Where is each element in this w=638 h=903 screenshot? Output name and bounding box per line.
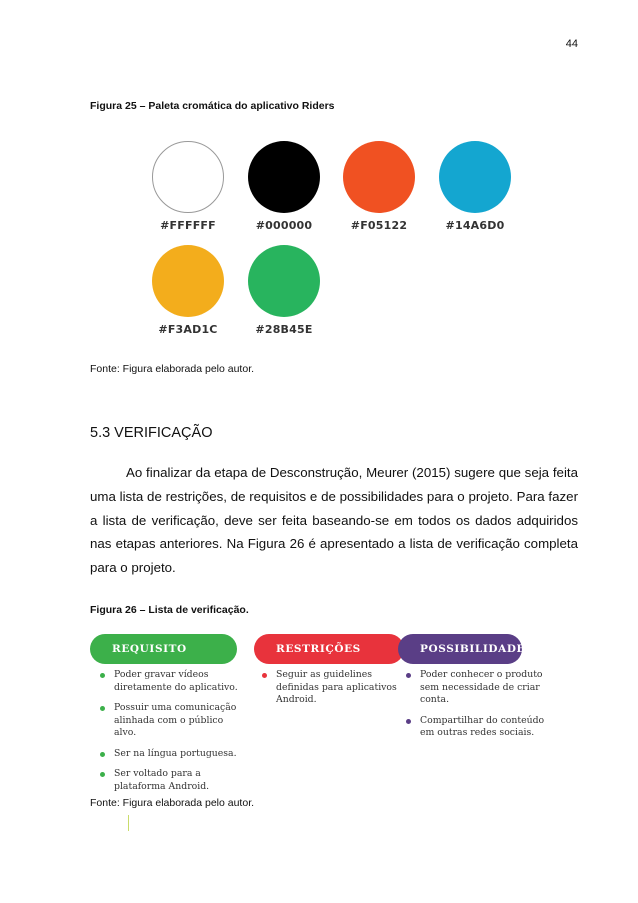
swatch-hex-label: #14A6D0 <box>445 219 505 232</box>
section-title: 5.3 VERIFICAÇÃO <box>90 425 213 441</box>
color-swatch <box>439 141 511 213</box>
checklist-header: REQUISITO <box>90 634 237 664</box>
checklist-items <box>262 669 402 715</box>
checklist-item <box>100 748 240 761</box>
checklist-item-text: Ser voltado para a plataforma Android. <box>114 768 210 792</box>
checklist-item <box>262 669 402 707</box>
bullet-icon <box>406 673 411 678</box>
color-swatch <box>152 141 224 213</box>
checklist-item-text: Seguir as guidelines definidas para aplicativos Android. <box>276 669 397 705</box>
body-paragraph-text: Ao finalizar da etapa de Desconstrução, Meurer (2015) sugere que seja feita uma lista de restrições, de requisitos e de possibilidades para o projeto. Para fazer a lista de verificação, deve ser feita baseando-se em todos os dados adquiridos nas etapas anteriores. Na Figura 26 é apresentado a lista de verificação completa para o projeto. <box>90 465 578 576</box>
bullet-icon <box>100 772 105 777</box>
swatch-hex-label: #28B45E <box>255 323 313 336</box>
bullet-icon <box>406 719 411 724</box>
checklist-item-text: Compartilhar do conteúdo em outras redes sociais. <box>420 714 545 738</box>
figure-25-source: Fonte: Figura elaborada pelo autor. <box>90 363 255 375</box>
checklist-header: RESTRIÇÕES <box>254 634 404 664</box>
checklist-item <box>100 669 240 694</box>
bullet-icon <box>100 752 105 757</box>
checklist-item <box>406 715 556 740</box>
swatch-hex-label: #F3AD1C <box>158 323 218 336</box>
figure-25-caption: Figura 25 – Paleta cromática do aplicativo Riders <box>90 100 335 112</box>
figure-26-caption: Figura 26 – Lista de verificação. <box>90 604 249 616</box>
margin-line <box>128 815 129 831</box>
body-paragraph <box>90 461 578 580</box>
checklist-item-text: Possuir uma comunicação alinhada com o público alvo. <box>114 702 237 738</box>
swatch-hex-label: #FFFFFF <box>160 219 216 232</box>
bullet-icon <box>100 673 105 678</box>
checklist-item <box>100 702 240 740</box>
checklist-item <box>100 768 240 793</box>
checklist-items <box>406 669 556 748</box>
color-swatch <box>248 245 320 317</box>
swatch-hex-label: #F05122 <box>350 219 408 232</box>
swatch-hex-label: #000000 <box>255 219 313 232</box>
color-swatch <box>248 141 320 213</box>
figure-26-source: Fonte: Figura elaborada pelo autor. <box>90 797 255 809</box>
page-number: 44 <box>565 38 578 50</box>
checklist-item-text: Ser na língua portuguesa. <box>114 747 237 759</box>
checklist-item-text: Poder conhecer o produto sem necessidade de criar conta. <box>420 669 543 705</box>
color-swatch <box>152 245 224 317</box>
bullet-icon <box>262 673 267 678</box>
color-swatch <box>343 141 415 213</box>
checklist-header: POSSIBILIDADES <box>398 634 522 664</box>
bullet-icon <box>100 706 105 711</box>
checklist-items <box>100 669 240 801</box>
checklist-item <box>406 669 556 707</box>
checklist-item-text: Poder gravar vídeos diretamente do aplicativo. <box>114 669 238 693</box>
